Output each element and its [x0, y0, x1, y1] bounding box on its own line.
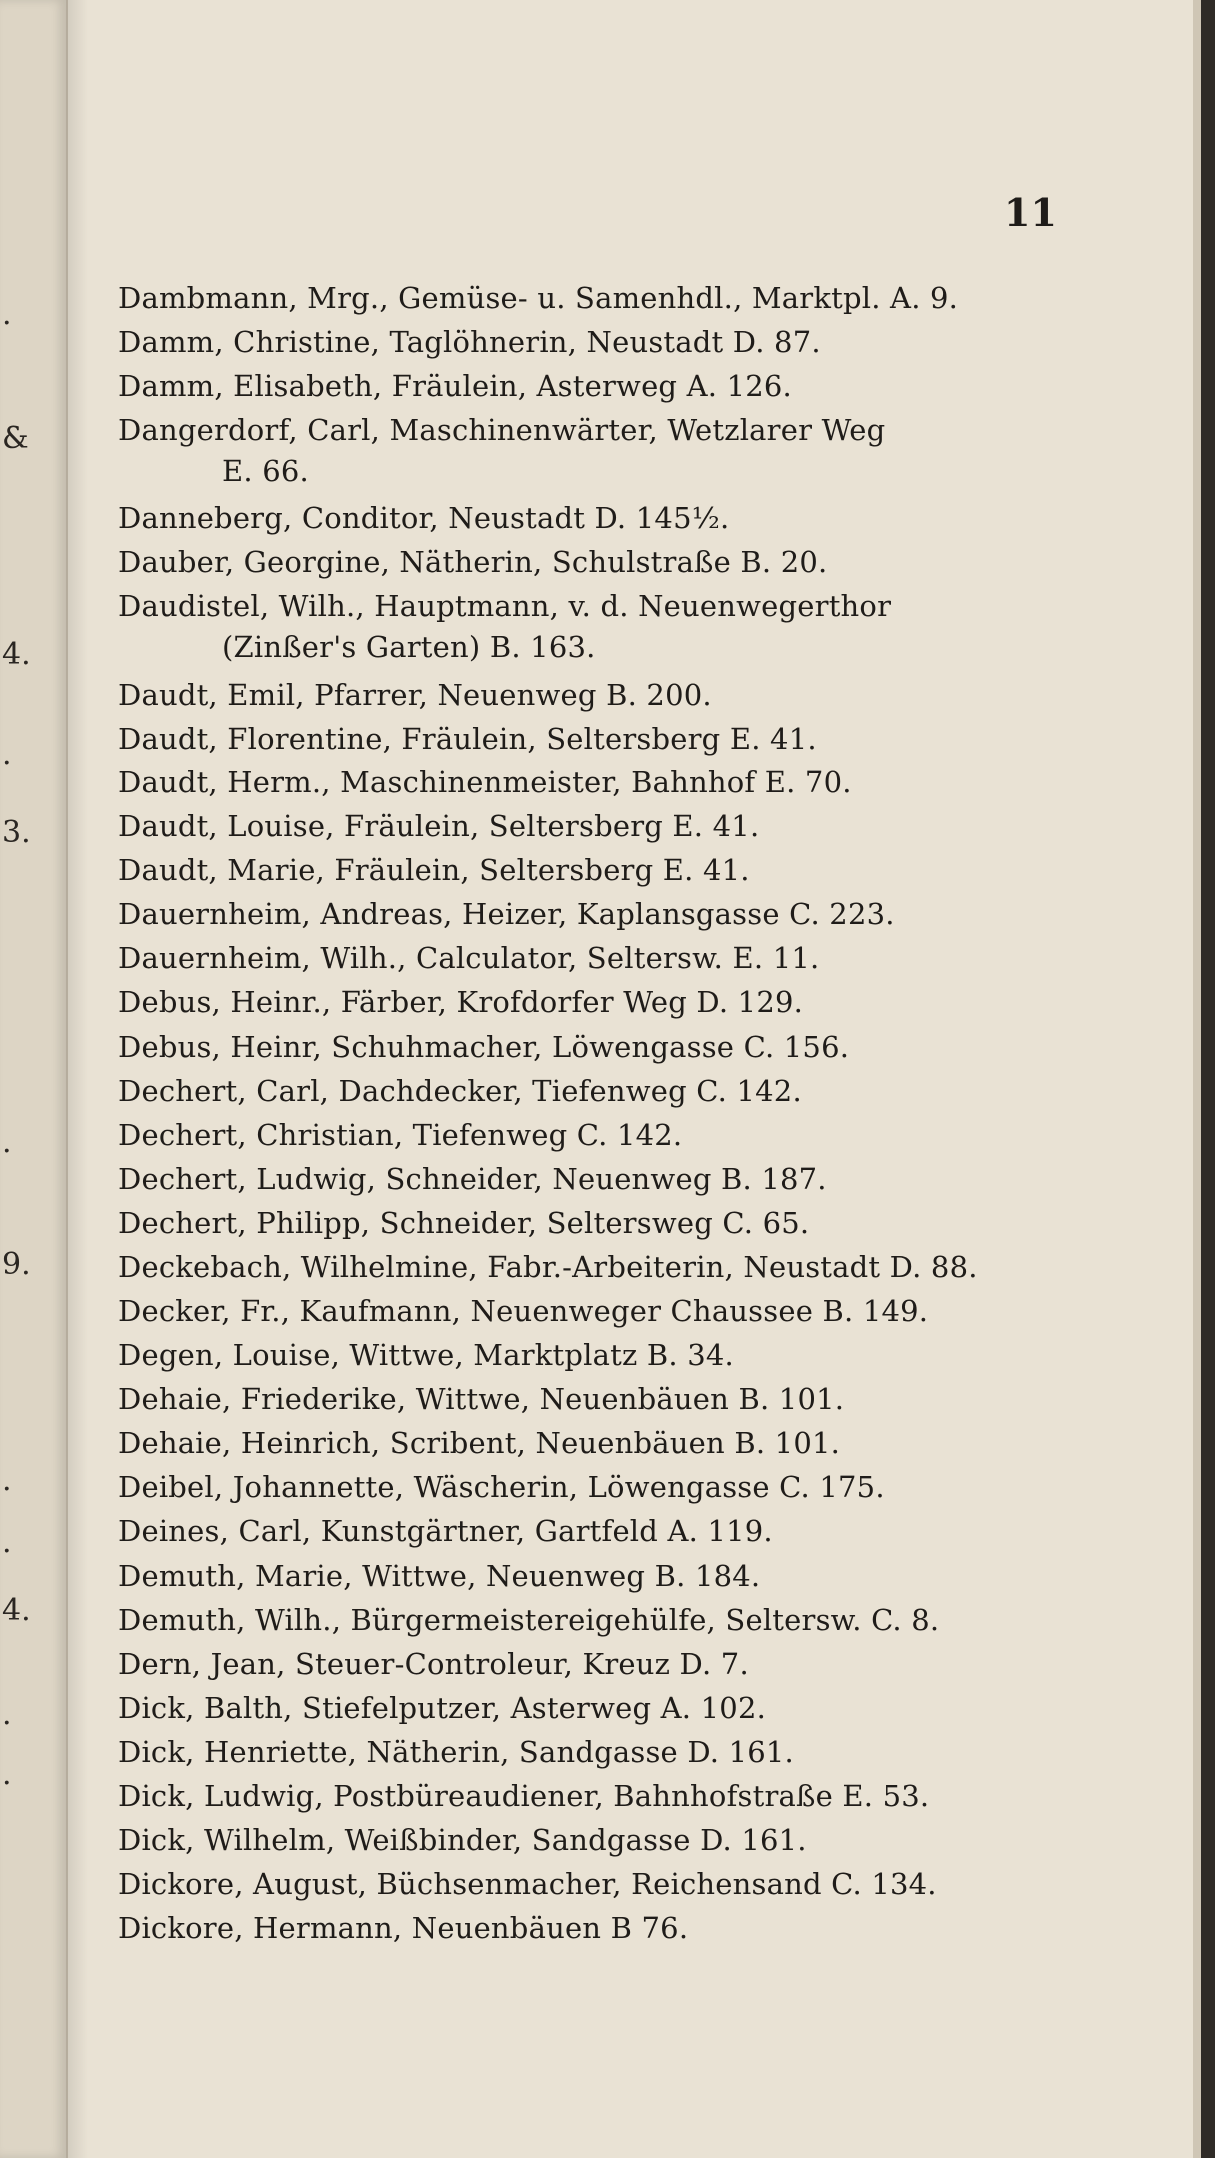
margin-fragment: .	[2, 1697, 12, 1732]
directory-entry	[118, 1603, 1068, 1637]
entry-text: Daudt, Marie, Fräulein, Seltersberg E. 41.	[118, 853, 750, 887]
entry-text: Daudistel, Wilh., Hauptmann, v. d. Neuenwegerthor	[118, 589, 892, 623]
directory-entry	[118, 1206, 1068, 1240]
directory-entry	[118, 678, 1068, 712]
directory-entry	[118, 1382, 1068, 1416]
entry-text: Damm, Elisabeth, Fräulein, Asterweg A. 126.	[118, 369, 792, 403]
directory-entry	[118, 853, 1068, 887]
page-number: 11	[1004, 190, 1057, 235]
entry-text: Degen, Louise, Wittwe, Marktplatz B. 34.	[118, 1338, 734, 1372]
entry-text: Dauernheim, Wilh., Calculator, Seltersw. E. 11.	[118, 941, 820, 975]
margin-fragment: 4.	[2, 1593, 31, 1628]
entry-text: Dechert, Carl, Dachdecker, Tiefenweg C. 142.	[118, 1074, 802, 1108]
directory-entry	[118, 765, 1068, 799]
margin-fragment: .	[2, 297, 12, 332]
directory-entry	[118, 589, 1068, 664]
entry-text: Daudt, Louise, Fräulein, Seltersberg E. 41.	[118, 809, 760, 843]
directory-entry	[118, 1911, 1068, 1945]
directory-entry	[118, 1118, 1068, 1152]
directory-entry	[118, 722, 1068, 756]
directory-entry	[118, 1470, 1068, 1504]
entry-text: Dehaie, Friederike, Wittwe, Neuenbäuen B. 101.	[118, 1382, 845, 1416]
margin-fragment: &	[2, 421, 29, 456]
entry-text: Dickore, August, Büchsenmacher, Reichensand C. 134.	[118, 1867, 937, 1901]
entry-text: Danneberg, Conditor, Neustadt D. 145½.	[118, 501, 730, 535]
directory-entry	[118, 1867, 1068, 1901]
directory-entry	[118, 1338, 1068, 1372]
entry-text: Dechert, Christian, Tiefenweg C. 142.	[118, 1118, 683, 1152]
entry-text: Dambmann, Mrg., Gemüse- u. Samenhdl., Marktpl. A. 9.	[118, 281, 959, 315]
entry-text: Deckebach, Wilhelmine, Fabr.-Arbeiterin, Neustadt D. 88.	[118, 1250, 978, 1284]
entry-text: Daudt, Herm., Maschinenmeister, Bahnhof E. 70.	[118, 765, 852, 799]
entry-text: Dehaie, Heinrich, Scribent, Neuenbäuen B. 101.	[118, 1426, 841, 1460]
margin-fragment: 3.	[2, 815, 31, 850]
directory-entry	[118, 1294, 1068, 1328]
directory-entry	[118, 897, 1068, 931]
directory-entry	[118, 325, 1068, 359]
directory-entry	[118, 1691, 1068, 1725]
margin-fragment: .	[2, 737, 12, 772]
directory-entry	[118, 1647, 1068, 1681]
entry-text: Deibel, Johannette, Wäscherin, Löwengasse C. 175.	[118, 1470, 885, 1504]
entry-text: Dick, Wilhelm, Weißbinder, Sandgasse D. 161.	[118, 1823, 807, 1857]
directory-entry	[118, 1030, 1068, 1064]
directory-entry	[118, 501, 1068, 535]
directory-entry	[118, 941, 1068, 975]
entry-text: Debus, Heinr., Färber, Krofdorfer Weg D. 129.	[118, 985, 804, 1019]
margin-fragment: .	[2, 1757, 12, 1792]
directory-entry	[118, 809, 1068, 843]
entry-text: Dechert, Ludwig, Schneider, Neuenweg B. 187.	[118, 1162, 827, 1196]
directory-entry	[118, 545, 1068, 579]
margin-fragment: 4.	[2, 637, 31, 672]
directory-entry	[118, 1162, 1068, 1196]
directory-entry	[118, 1426, 1068, 1460]
directory-entry	[118, 1559, 1068, 1593]
entry-text: Demuth, Wilh., Bürgermeistereigehülfe, Seltersw. C. 8.	[118, 1603, 940, 1637]
directory-entry	[118, 1250, 1068, 1284]
entry-text: Daudt, Emil, Pfarrer, Neuenweg B. 200.	[118, 678, 712, 712]
directory-entry	[118, 1735, 1068, 1769]
directory-entry	[118, 985, 1068, 1019]
directory-entry	[118, 1779, 1068, 1813]
bottom-margin	[66, 1958, 1193, 2158]
entry-text: Dangerdorf, Carl, Maschinenwärter, Wetzlarer Weg	[118, 413, 886, 447]
entry-text: Damm, Christine, Taglöhnerin, Neustadt D. 87.	[118, 325, 821, 359]
entry-text: Deines, Carl, Kunstgärtner, Gartfeld A. 119.	[118, 1514, 773, 1548]
entry-text: Dickore, Hermann, Neuenbäuen B 76.	[118, 1911, 689, 1945]
directory-entry	[118, 281, 1068, 315]
entry-text: Dern, Jean, Steuer-Controleur, Kreuz D. 7.	[118, 1647, 749, 1681]
entry-continuation: (Zinßer's Garten) B. 163.	[222, 630, 596, 664]
directory-entry	[118, 369, 1068, 403]
entry-text: Demuth, Marie, Wittwe, Neuenweg B. 184.	[118, 1559, 761, 1593]
entry-text: Dick, Ludwig, Postbüreaudiener, Bahnhofstraße E. 53.	[118, 1779, 930, 1813]
directory-entry	[118, 1074, 1068, 1108]
margin-fragment: .	[2, 1463, 12, 1498]
entry-text: Decker, Fr., Kaufmann, Neuenweger Chaussee B. 149.	[118, 1294, 929, 1328]
margin-fragment: 9.	[2, 1247, 31, 1282]
entry-text: Dauernheim, Andreas, Heizer, Kaplansgasse C. 223.	[118, 897, 895, 931]
entry-text: Daudt, Florentine, Fräulein, Seltersberg E. 41.	[118, 722, 817, 756]
directory-entry	[118, 1823, 1068, 1857]
directory-entry	[118, 413, 1068, 488]
scan-border	[1201, 0, 1215, 2158]
margin-fragment: .	[2, 1125, 12, 1160]
entry-text: Dick, Balth, Stiefelputzer, Asterweg A. 102.	[118, 1691, 767, 1725]
entry-continuation: E. 66.	[222, 454, 309, 488]
entry-text: Dauber, Georgine, Nätherin, Schulstraße B. 20.	[118, 545, 828, 579]
page-edge	[1193, 0, 1201, 2158]
directory-entry	[118, 1514, 1068, 1548]
margin-fragment: .	[2, 1525, 12, 1560]
entry-text: Debus, Heinr, Schuhmacher, Löwengasse C. 156.	[118, 1030, 850, 1064]
spine-shadow	[66, 0, 88, 2158]
entry-text: Dechert, Philipp, Schneider, Seltersweg C. 65.	[118, 1206, 810, 1240]
entry-text: Dick, Henriette, Nätherin, Sandgasse D. 161.	[118, 1735, 794, 1769]
